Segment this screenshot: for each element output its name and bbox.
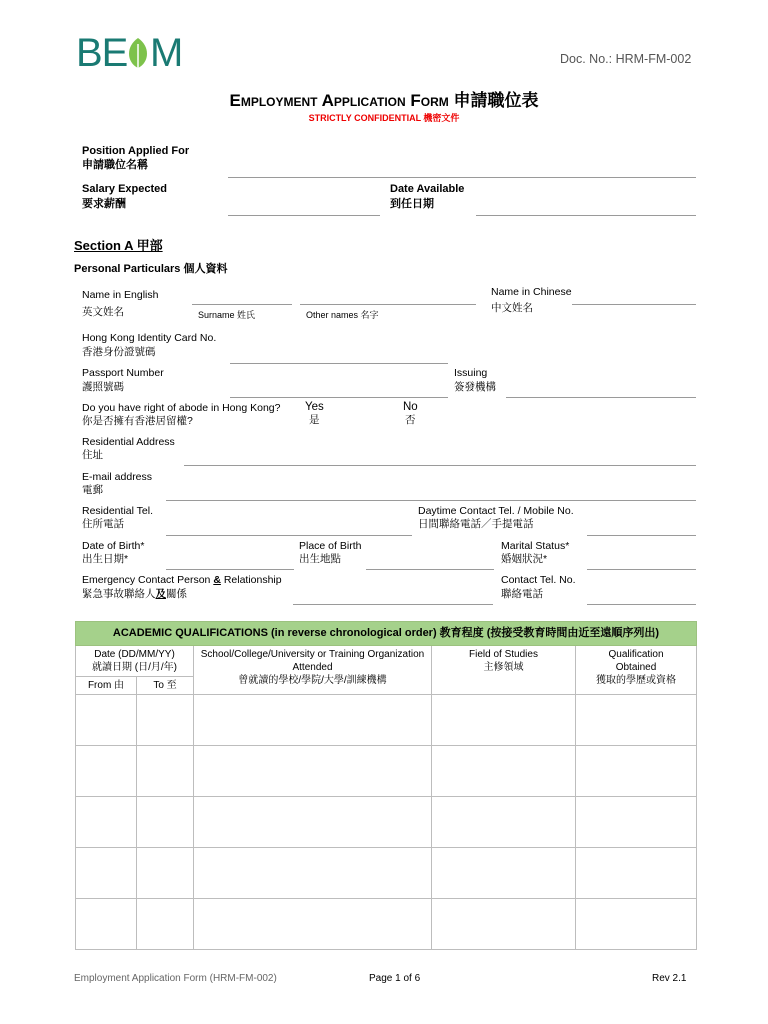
salary-label-zh: 要求薪酬 <box>82 198 126 210</box>
col-date-en: Date (DD/MM/YY) <box>94 649 175 660</box>
name-zh-field[interactable] <box>572 304 696 305</box>
abode-no-option[interactable]: No <box>403 401 418 413</box>
passport-label-zh: 護照號碼 <box>82 381 124 393</box>
address-label-zh: 住址 <box>82 449 103 461</box>
emergency-label-amp: & <box>213 574 221 586</box>
emergency-field[interactable] <box>293 604 493 605</box>
marital-label-zh: 婚姻狀況* <box>501 553 548 565</box>
table-row[interactable] <box>76 797 697 848</box>
confidential-zh: 機密文件 <box>423 113 460 123</box>
day-tel-label: Daytime Contact Tel. / Mobile No. <box>418 505 574 517</box>
emergency-zh-and: 及 <box>155 588 166 600</box>
table-row[interactable] <box>76 899 697 950</box>
academic-header-row <box>76 622 697 646</box>
contact-tel-label: Contact Tel. No. <box>501 574 576 586</box>
cell-from[interactable] <box>76 797 137 848</box>
res-tel-label: Residential Tel. <box>82 505 154 517</box>
cell-school[interactable] <box>194 695 432 746</box>
date-available-label-zh: 到任日期 <box>390 198 434 210</box>
col-field-en: Field of Studies <box>469 649 538 660</box>
cell-school[interactable] <box>194 848 432 899</box>
issuing-label-zh: 簽發機構 <box>454 381 496 393</box>
col-school <box>194 646 432 695</box>
name-zh-label-zh: 中文姓名 <box>491 302 533 314</box>
table-row[interactable] <box>76 848 697 899</box>
col-qual-en1: Qualification <box>608 649 664 660</box>
col-date-zh: 就讀日期 (日/月/年) <box>92 662 177 673</box>
cell-to[interactable] <box>137 746 194 797</box>
res-tel-field[interactable] <box>166 535 412 536</box>
cell-field[interactable] <box>432 695 576 746</box>
emergency-label-zh <box>82 587 187 601</box>
confidential-en: STRICTLY CONFIDENTIAL <box>308 113 421 123</box>
cell-from[interactable] <box>76 899 137 950</box>
cell-from[interactable] <box>76 848 137 899</box>
other-names-field[interactable] <box>300 304 476 305</box>
name-en-label: Name in English <box>82 289 159 301</box>
cell-to[interactable] <box>137 899 194 950</box>
other-names-label: Other names 名字 <box>306 310 379 320</box>
res-tel-label-zh: 住所電話 <box>82 518 124 530</box>
position-label-en: Position Applied For <box>82 145 190 157</box>
emergency-zh-part1: 緊急事故聯絡人 <box>82 588 156 600</box>
cell-qualification[interactable] <box>576 848 697 899</box>
email-label: E-mail address <box>82 471 153 483</box>
cell-from[interactable] <box>76 746 137 797</box>
contact-tel-field[interactable] <box>587 604 696 605</box>
col-field-zh: 主修領域 <box>483 662 524 673</box>
cell-qualification[interactable] <box>576 695 697 746</box>
cell-qualification[interactable] <box>576 746 697 797</box>
col-field <box>432 646 576 695</box>
issuing-label: Issuing <box>454 367 488 379</box>
table-row[interactable] <box>76 695 697 746</box>
footer-form-name: Employment Application Form (HRM-FM-002) <box>74 973 277 984</box>
table-row[interactable] <box>76 746 697 797</box>
cell-from[interactable] <box>76 695 137 746</box>
emergency-label <box>82 573 282 587</box>
abode-no-zh: 否 <box>405 414 416 426</box>
abode-label: Do you have right of abode in Hong Kong? <box>82 402 281 414</box>
emergency-label-part1: Emergency Contact Person <box>82 574 214 586</box>
cell-qualification[interactable] <box>576 797 697 848</box>
position-field[interactable] <box>228 177 696 178</box>
section-a-title: Section A 甲部 <box>74 238 163 253</box>
page-title <box>0 86 768 111</box>
personal-particulars-title: Personal Particulars 個人資料 <box>74 263 228 275</box>
day-tel-label-zh: 日間聯絡電話／手提電話 <box>418 518 534 530</box>
beam-logo-svg <box>76 32 196 72</box>
abode-yes-option[interactable]: Yes <box>305 401 324 413</box>
hkid-label: Hong Kong Identity Card No. <box>82 332 217 344</box>
passport-field[interactable] <box>230 397 448 398</box>
salary-label-en: Salary Expected <box>82 183 167 195</box>
pob-label-zh: 出生地點 <box>299 553 341 565</box>
marital-field[interactable] <box>587 569 696 570</box>
col-qual-zh: 獲取的學歷或資格 <box>596 675 676 686</box>
footer-page-number: Page 1 of 6 <box>369 973 421 984</box>
date-available-label-en: Date Available <box>390 183 465 195</box>
cell-school[interactable] <box>194 797 432 848</box>
cell-field[interactable] <box>432 746 576 797</box>
pob-label: Place of Birth <box>299 540 362 552</box>
pob-field[interactable] <box>366 569 494 570</box>
address-label: Residential Address <box>82 436 175 448</box>
address-field[interactable] <box>184 465 696 466</box>
col-to: To 至 <box>137 677 194 695</box>
beam-logo <box>76 32 196 77</box>
svg-text:M: M <box>150 32 183 72</box>
email-field[interactable] <box>166 500 696 501</box>
abode-label-zh: 你是否擁有香港居留權? <box>82 415 193 427</box>
col-school-zh: 曾就讀的學校/學院/大學/訓練機構 <box>238 675 387 686</box>
name-en-label-zh: 英文姓名 <box>82 306 124 318</box>
svg-text:BE: BE <box>76 32 128 72</box>
cell-to[interactable] <box>137 797 194 848</box>
hkid-label-zh: 香港身份證號碼 <box>82 346 156 358</box>
dob-label-zh: 出生日期* <box>82 553 129 565</box>
issuing-field[interactable] <box>506 397 696 398</box>
academic-column-headers <box>76 646 697 677</box>
name-zh-label: Name in Chinese <box>491 286 572 298</box>
academic-qualifications-table <box>75 621 697 950</box>
abode-yes-zh: 是 <box>309 414 320 426</box>
position-label-zh: 申請職位名稱 <box>82 159 148 171</box>
marital-label: Marital Status* <box>501 540 570 552</box>
email-label-zh: 電郵 <box>82 484 103 496</box>
surname-label: Surname 姓氏 <box>198 310 256 320</box>
cell-field[interactable] <box>432 899 576 950</box>
contact-tel-label-zh: 聯絡電話 <box>501 588 543 600</box>
cell-school[interactable] <box>194 899 432 950</box>
title-zh: 申請職位表 <box>453 91 539 110</box>
cell-to[interactable] <box>137 848 194 899</box>
surname-field[interactable] <box>192 304 292 305</box>
dob-label: Date of Birth* <box>82 540 145 552</box>
col-school-en: School/College/University or Training Organization Attended <box>200 649 425 673</box>
emergency-zh-part2: 關係 <box>166 588 187 600</box>
cell-field[interactable] <box>432 848 576 899</box>
day-tel-field[interactable] <box>587 535 696 536</box>
date-available-field[interactable] <box>476 215 696 216</box>
dob-field[interactable] <box>166 569 294 570</box>
title-en: Employment Application Form <box>229 91 449 110</box>
salary-field[interactable] <box>228 215 380 216</box>
cell-school[interactable] <box>194 746 432 797</box>
hkid-field[interactable] <box>230 363 448 364</box>
emergency-label-part2: Relationship <box>220 574 282 586</box>
academic-title: ACADEMIC QUALIFICATIONS (in reverse chronological order) 教育程度 (按接受教育時間由近至遠順序列出) <box>76 622 697 646</box>
col-qual-en2: Obtained <box>615 662 657 673</box>
col-qualification <box>576 646 697 695</box>
cell-to[interactable] <box>137 695 194 746</box>
cell-qualification[interactable] <box>576 899 697 950</box>
confidential-note <box>0 111 768 124</box>
passport-label: Passport Number <box>82 367 164 379</box>
cell-field[interactable] <box>432 797 576 848</box>
doc-number: Doc. No.: HRM-FM-002 <box>560 52 692 66</box>
col-date <box>76 646 194 677</box>
col-from: From 由 <box>76 677 137 695</box>
footer-revision: Rev 2.1 <box>652 973 687 984</box>
